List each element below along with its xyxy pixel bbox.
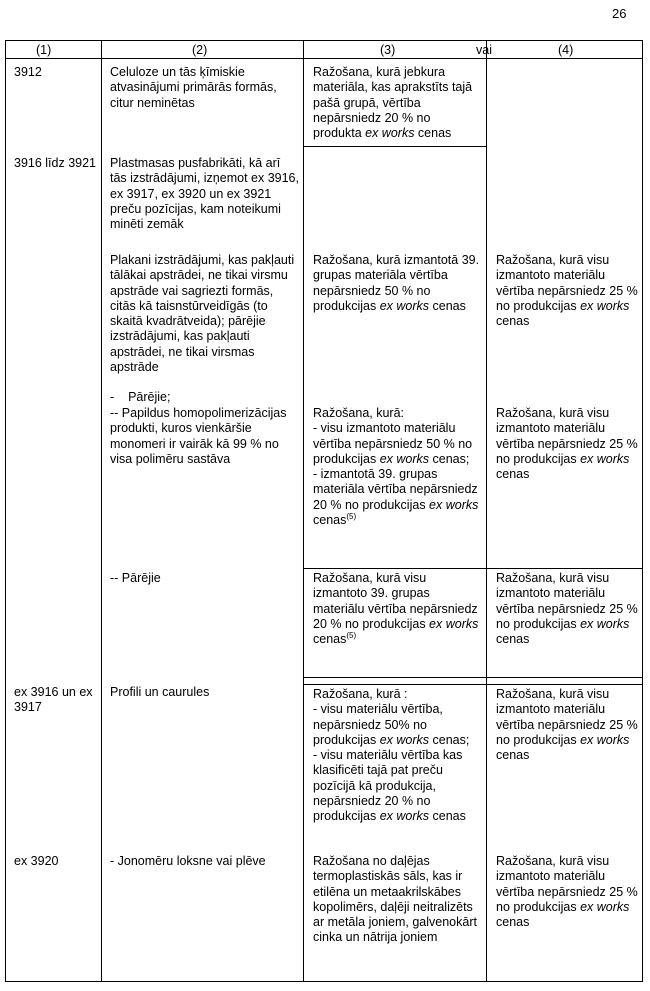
rule-papildus-col4: Ražošana, kurā visu izmantoto materiālu vērtība nepārsniedz 25 % no produkcijas ex works cenas [496,406,638,482]
rules-table [5,40,643,982]
desc-3912: Celuloze un tās ķīmiskie atvasinājumi primārās formās, citur neminētas [110,65,277,110]
page-number: 26 [612,6,627,21]
desc-parejie-dash: - Pārējie; [110,390,171,404]
header-bottom-line [6,58,642,59]
rule-parejie-col3: Ražošana, kurā visu izmantoto 39. grupas materiālu vērtība nepārsniedz 20 % no produkcijas ex works cenas$^{(5)}$ [313,571,479,647]
box-parejie-top [303,568,642,569]
code-3916-3921: 3916 līdz 3921 [14,156,97,170]
header-col4: (4) [558,43,574,57]
desc-profili: Profili un caurules [110,685,210,699]
header-col3: (3) [380,43,396,57]
box-parejie-bottom [303,677,642,678]
rule-jonomeru-col3: Ražošana no daļējas termoplastiskās sāls, kas ir etilēna un metaakrilskābes kopolimērs, daļēji neitralizēts ar metāla joniem, galvenokārt cinka un nātrija joniem [313,854,477,945]
col-divider-2 [303,41,304,981]
header-col1: (1) [36,43,52,57]
header-vai: vai [476,43,492,57]
desc-plakani: Plakani izstrādājumi, kas pakļauti tālākai apstrādei, ne tikai virsmu apstrāde vai sagriezti formās, citās kā taisnstūrveidīgās (to skaitā kvadrātveida); pārējie izstrādājumi, kas pakļauti apstrādei, ne tikai virsmas apstrāde [110,253,295,375]
rule-plakani-col4: Ražošana, kurā visu izmantoto materiālu vērtība nepārsniedz 25 % no produkcijas ex works cenas [496,253,638,329]
code-3912: 3912 [14,65,42,79]
desc-jonomeru: - Jonomēru loksne vai plēve [110,854,266,868]
rule-3912-col3: Ražošana, kurā jebkura materiāla, kas aprakstīts tajā pašā grupā, vērtība nepārsniedz 20 % no produkta ex works cenas [313,65,473,141]
col-divider-1 [101,41,102,981]
desc-parejie: -- Pārējie [110,571,161,585]
rule-profili-col3: Ražošana, kurā : - visu materiālu vērtība, nepārsniedz 50% no produkcijas ex works cenas; - visu materiālu vērtība kas klasificēti tajā pat preču pozīcijā kā produkcija, nepārsniedz 20 % no produkcijas ex works cenas [313,687,470,824]
rule-profili-col4: Ražošana, kurā visu izmantoto materiālu vērtība nepārsniedz 25 % no produkcijas ex works cenas [496,687,638,763]
rule-plakani-col3: Ražošana, kurā izmantotā 39. grupas materiāla vērtība nepārsniedz 50 % no produkcijas ex works cenas [313,253,480,313]
col-divider-3 [486,41,487,981]
desc-3916-3921: Plastmasas pusfabrikāti, kā arī tās izstrādājumi, izņemot ex 3916, ex 3917, ex 3920 un ex 3921 preču pozīcijas, kam noteikumi minēti zemāk [110,156,299,232]
box-3916ex-top [303,684,642,685]
rule-papildus-col3: Ražošana, kurā: - visu izmantoto materiālu vērtība nepārsniedz 50 % no produkcijas ex works cenas; - izmantotā 39. grupas materiāla vērtība nepārsniedz 20 % no produkcijas ex works cenas$^{(5)}$ [313,406,479,528]
desc-papildus: -- Papildus homopolimerizācijas produkti, kuros vienkāršie monomeri ir vairāk kā 99 % no visa polimēru sastāva [110,406,287,466]
header-col2: (2) [192,43,208,57]
rule-jonomeru-col4: Ražošana, kurā visu izmantoto materiālu vērtība nepārsniedz 25 % no produkcijas ex works cenas [496,854,638,930]
code-ex3916-ex3917: ex 3916 un ex 3917 [14,685,93,715]
box-3912-bottom [303,146,486,147]
code-ex3920: ex 3920 [14,854,59,868]
rule-parejie-col4: Ražošana, kurā visu izmantoto materiālu vērtība nepārsniedz 25 % no produkcijas ex works cenas [496,571,638,647]
